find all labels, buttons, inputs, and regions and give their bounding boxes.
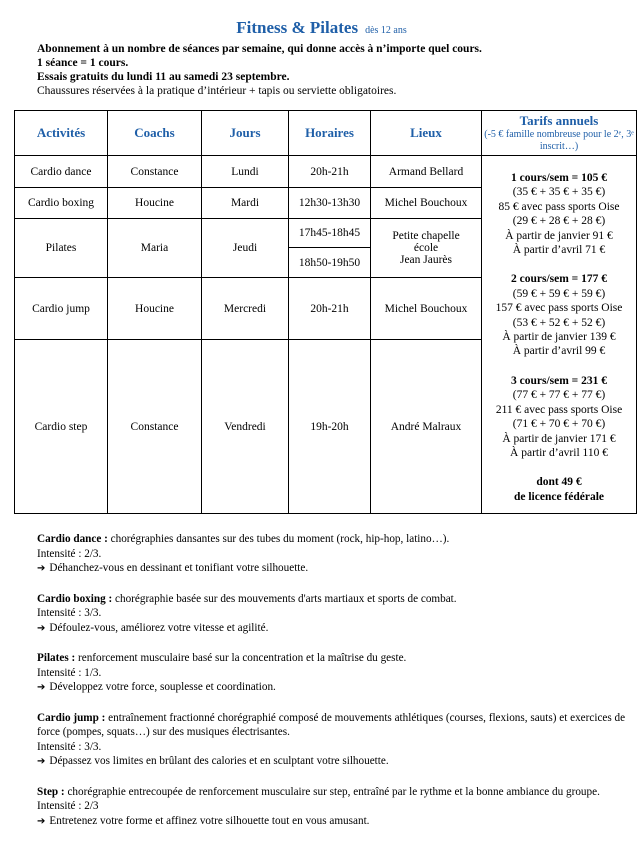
description-item [37, 592, 627, 637]
licence-line: de licence fédérale [513, 490, 605, 503]
tip: Entretenez votre forme et affinez votre silhouette tout en vous amusant. [49, 814, 370, 827]
tarif-line: 157 € avec pass sports Oise [495, 302, 623, 315]
header-horaires: Horaires [289, 111, 371, 156]
cell-lieu: Armand Bellard [371, 156, 482, 188]
activity-text: entraînement fractionné chorégraphié composé de mouvements athlétiques (courses, flexions, sauts) et exercices de force (pompes, squats…) sur des musiques électrisantes. [37, 711, 626, 738]
tip: Défoulez-vous, améliorez votre vitesse et agilité. [49, 621, 269, 634]
header-tarifs [482, 111, 637, 156]
activity-text: renforcement musculaire basé sur la concentration et la maîtrise du geste. [75, 652, 407, 664]
description-item [37, 785, 627, 830]
page-title [0, 18, 643, 38]
arrow-icon: ➔ [37, 563, 46, 574]
intro-line: Essais gratuits du lundi 11 au samedi 23 septembre. [37, 71, 290, 83]
cell-lieu: André Malraux [371, 340, 482, 514]
table-header-row [15, 111, 637, 156]
cell-activite: Pilates [15, 219, 108, 278]
activity-text: chorégraphies dansantes sur des tubes du moment (rock, hip-hop, latino…). [107, 533, 450, 545]
tarif-line: (53 € + 52 € + 52 €) [512, 316, 606, 329]
licence-block [482, 475, 636, 504]
intensity: Intensité : 1/3. [37, 666, 102, 679]
cell-horaire: 19h-20h [289, 340, 371, 514]
intensity: Intensité : 3/3. [37, 740, 102, 753]
cell-horaire: 12h30-13h30 [289, 188, 371, 219]
tarif-line: À partir de janvier 139 € [502, 331, 616, 344]
cell-coach: Constance [108, 340, 202, 514]
tarif-line: À partir d’avril 71 € [512, 244, 606, 257]
schedule-table [14, 110, 637, 514]
cell-coach: Maria [108, 219, 202, 278]
intro-line: 1 séance = 1 cours. [37, 57, 129, 69]
cell-jour: Lundi [202, 156, 289, 188]
description-item [37, 651, 627, 696]
tarif-line: (59 € + 59 € + 59 €) [512, 287, 606, 300]
intensity: Intensité : 3/3. [37, 607, 102, 619]
arrow-icon: ➔ [37, 622, 46, 634]
tarif-line: (29 € + 28 € + 28 €) [512, 215, 606, 228]
activity-text: chorégraphie basée sur des mouvements d'arts martiaux et sports de combat. [112, 592, 457, 605]
tarif-line: 211 € avec pass sports Oise [495, 403, 623, 416]
cell-jour: Mercredi [202, 278, 289, 340]
intro-line: Chaussures réservées à la pratique d’intérieur + tapis ou serviette obligatoires. [37, 85, 397, 97]
tarif-block-3 [482, 374, 636, 460]
descriptions [37, 532, 627, 844]
cell-lieu: Michel Bouchoux [371, 188, 482, 219]
cell-lieu [371, 219, 482, 278]
cell-horaire: 20h-21h [289, 278, 371, 340]
tarif-line: À partir d’avril 99 € [512, 345, 606, 358]
cell-jour: Mardi [202, 188, 289, 219]
licence-line: dont 49 € [536, 476, 582, 489]
tarif-line: (35 € + 35 € + 35 €) [512, 186, 606, 199]
activity-name: Cardio jump : [37, 711, 106, 724]
tarif-head: 2 cours/sem = 177 € [511, 273, 607, 286]
cell-activite: Cardio jump [15, 278, 108, 340]
tip: Déhanchez-vous en dessinant et tonifiant votre silhouette. [49, 562, 309, 574]
intro-block [37, 42, 627, 98]
tip: Développez votre force, souplesse et coordination. [49, 681, 276, 693]
lieu-line: école [413, 242, 439, 254]
intensity: Intensité : 2/3 [37, 800, 99, 812]
tarif-line: (77 € + 77 € + 77 €) [512, 389, 606, 402]
lieu-line: Jean Jaurès [399, 254, 453, 266]
cell-jour: Vendredi [202, 340, 289, 514]
header-tarifs-note: (-5 € famille nombreuse pour le 2ᵉ, 3ᵉ inscrit…) [484, 129, 634, 152]
activity-name: Pilates : [37, 652, 76, 664]
header-activites: Activités [15, 111, 108, 156]
arrow-icon: ➔ [37, 682, 46, 693]
tarif-line: À partir de janvier 171 € [502, 432, 616, 445]
cell-lieu: Michel Bouchoux [371, 278, 482, 340]
activity-text: chorégraphie entrecoupée de renforcement musculaire sur step, entraîné par le rythme et la bonne ambiance du groupe. [64, 785, 600, 798]
header-tarifs-title: Tarifs annuels [519, 113, 599, 128]
header-coachs: Coachs [108, 111, 202, 156]
cell-horaire: 17h45-18h45 [289, 219, 371, 248]
table-row [15, 156, 637, 188]
cell-coach: Houcine [108, 278, 202, 340]
arrow-icon: ➔ [37, 815, 46, 827]
cell-coach: Constance [108, 156, 202, 188]
intensity: Intensité : 2/3. [37, 547, 102, 560]
tarif-head: 1 cours/sem = 105 € [511, 172, 607, 184]
header-lieux: Lieux [371, 111, 482, 156]
cell-horaire: 18h50-19h50 [289, 248, 371, 278]
tarif-block-1 [482, 171, 636, 257]
activity-name: Cardio dance : [37, 533, 108, 545]
tarif-line: (71 € + 70 € + 70 €) [512, 418, 606, 431]
activity-name: Step : [37, 785, 65, 798]
tarif-head: 3 cours/sem = 231 € [511, 374, 607, 387]
description-item [37, 532, 627, 577]
tarif-line: À partir de janvier 91 € [505, 229, 613, 242]
tarif-line: À partir d’avril 110 € [510, 446, 608, 459]
cell-activite: Cardio boxing [15, 188, 108, 219]
cell-activite: Cardio dance [15, 156, 108, 188]
title-main: Fitness & Pilates [236, 18, 359, 37]
lieu-line: Petite chapelle [392, 230, 460, 242]
cell-coach: Houcine [108, 188, 202, 219]
activity-name: Cardio boxing : [37, 592, 113, 605]
tip: Dépassez vos limites en brûlant des calories et en sculptant votre silhouette. [49, 755, 389, 767]
tarif-line: 85 € avec pass sports Oise [498, 200, 620, 213]
header-jours: Jours [202, 111, 289, 156]
cell-horaire: 20h-21h [289, 156, 371, 188]
cell-activite: Cardio step [15, 340, 108, 514]
description-item [37, 711, 627, 770]
arrow-icon: ➔ [37, 756, 46, 767]
tarifs-cell [482, 156, 637, 514]
cell-jour: Jeudi [202, 219, 289, 278]
intro-line: Abonnement à un nombre de séances par semaine, qui donne accès à n’importe quel cours. [37, 43, 482, 55]
tarif-block-2 [482, 272, 636, 358]
title-sub: dès 12 ans [365, 25, 407, 36]
